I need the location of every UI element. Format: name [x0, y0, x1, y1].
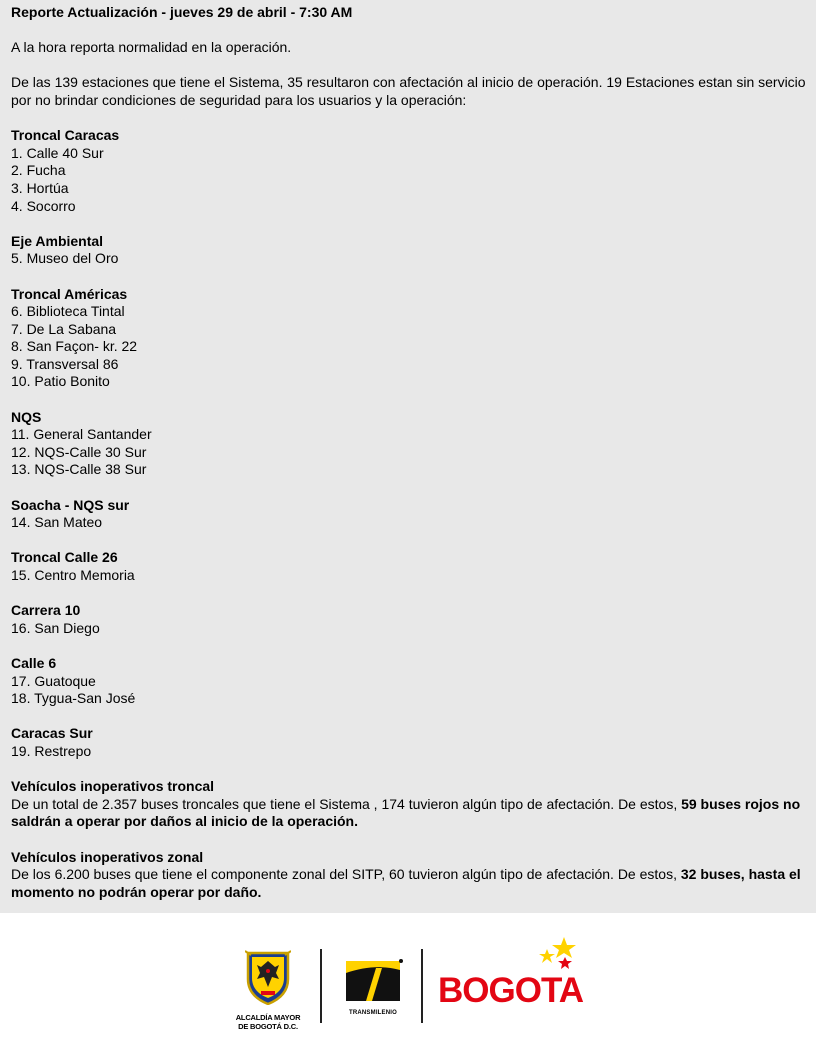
zonal-text [11, 866, 806, 901]
section-title: Carrera 10 [11, 602, 81, 619]
troncal-body: De un total de 2.357 buses troncales que tiene el Sistema , 174 tuvieron algún tipo de afectación. De estos, [11, 795, 682, 812]
station-section [11, 286, 806, 392]
station-item: 6. Biblioteca Tintal [11, 303, 125, 320]
zonal-highlight: 32 buses, hasta el momento no podrán operar por daño. [11, 866, 801, 900]
station-item: 17. Guatoque [11, 672, 96, 689]
station-item: 16. San Diego [11, 619, 100, 636]
section-title: Calle 6 [11, 654, 57, 671]
section-title: NQS [11, 408, 42, 425]
station-section [11, 233, 806, 268]
station-section [11, 725, 806, 760]
transmilenio-mark-icon [342, 955, 404, 1003]
section-title: Troncal Caracas [11, 127, 120, 144]
transmilenio-text: TRANSMILENIO [348, 1010, 398, 1016]
section-title: Soacha - NQS sur [11, 496, 130, 513]
alcaldia-text [232, 1013, 304, 1031]
troncal-vehicles [11, 778, 806, 831]
station-section [11, 127, 806, 215]
station-item: 7. De La Sabana [11, 320, 117, 337]
bogota-logo [436, 935, 596, 1015]
coat-of-arms-icon [245, 947, 291, 1005]
troncal-title: Vehículos inoperativos troncal [11, 778, 215, 795]
troncal-highlight: 59 buses rojos no saldrán a operar por daños al inicio de la operación. [11, 795, 801, 830]
troncal-text [11, 796, 806, 831]
station-item: 18. Tygua-San José [11, 690, 136, 707]
station-section [11, 497, 806, 532]
station-item: 9. Transversal 86 [11, 355, 119, 372]
section-title: Troncal Américas [11, 285, 128, 302]
station-item: 10. Patio Bonito [11, 373, 110, 390]
station-item: 8. San Façon- kr. 22 [11, 338, 138, 355]
report-title: Reporte Actualización - jueves 29 de abril - 7:30 AM [11, 4, 353, 20]
station-item: 14. San Mateo [11, 514, 103, 531]
logo-divider [421, 949, 423, 1023]
station-item: 3. Hortúa [11, 179, 69, 196]
alcaldia-line-1: ALCALDÍA MAYOR [235, 1013, 301, 1022]
zonal-vehicles [11, 849, 806, 902]
stations-list [11, 127, 806, 760]
intro-text: A la hora reporta normalidad en la operación. [11, 39, 292, 56]
zonal-title: Vehículos inoperativos zonal [11, 848, 204, 865]
summary-text: De las 139 estaciones que tiene el Sistema, 35 resultaron con afectación al inicio de operación. 19 Estaciones estan sin servicio por no brindar condiciones de seguridad para los usuarios y la operación: [11, 74, 806, 108]
footer-logos [0, 913, 816, 1056]
station-item: 5. Museo del Oro [11, 250, 119, 267]
station-item: 19. Restrepo [11, 742, 92, 759]
station-section [11, 655, 806, 708]
alcaldia-line-2: DE BOGOTÁ D.C. [238, 1022, 298, 1031]
alcaldia-logo [232, 947, 304, 1039]
station-item: 12. NQS-Calle 30 Sur [11, 443, 147, 460]
zonal-body: De los 6.200 buses que tiene el componente zonal del SITP, 60 tuvieron algún tipo de afectación. De estos, [11, 866, 681, 883]
section-title: Troncal Calle 26 [11, 549, 118, 566]
station-section [11, 549, 806, 584]
logo-divider [320, 949, 322, 1023]
station-item: 4. Socorro [11, 197, 76, 214]
station-item: 13. NQS-Calle 38 Sur [11, 461, 147, 478]
transmilenio-logo [338, 955, 408, 1035]
station-section [11, 409, 806, 479]
station-item: 15. Centro Memoria [11, 567, 135, 583]
section-title: Caracas Sur [11, 725, 93, 742]
bogota-wordmark: BOGOTA [438, 971, 584, 1010]
station-section [11, 602, 806, 637]
section-title: Eje Ambiental [11, 232, 104, 249]
station-item: 2. Fucha [11, 162, 66, 179]
station-item: 11. General Santander [11, 426, 152, 443]
station-item: 1. Calle 40 Sur [11, 144, 104, 161]
